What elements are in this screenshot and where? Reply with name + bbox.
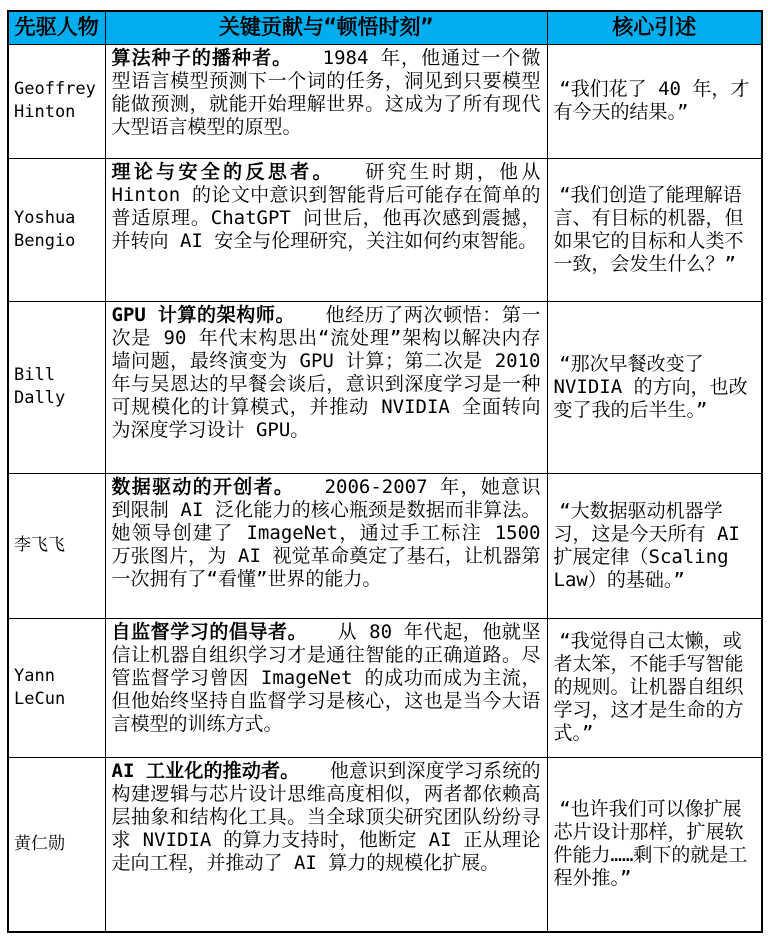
quote-cell [547, 158, 762, 301]
quote-text: “那次早餐改变了 NVIDIA 的方向，也改变了我的后半生。” [553, 352, 748, 421]
contribution-cell [105, 473, 547, 618]
contribution-title: 数据驱动的开创者。 [111, 475, 295, 498]
pioneer-name: Geoffrey Hinton [8, 44, 105, 158]
contribution-cell [105, 301, 547, 473]
header-row [8, 11, 762, 44]
contribution-body: 研究生时期，他从 Hinton 的论文中意识到智能背后可能存在简单的普适原理。ChatGPT 问世后，他再次感到震撼，并转向 AI 安全与伦理研究，关注如何约束智能。 [111, 160, 541, 252]
quote-cell [547, 301, 762, 473]
contribution-title: 算法种子的播种者。 [111, 46, 293, 69]
quote-cell [547, 618, 762, 757]
quote-cell [547, 757, 762, 932]
contribution-title: 自监督学习的倡导者。 [111, 620, 308, 643]
contribution-body: 他经历了两次顿悟：第一次是 90 年代末构思出“流处理”架构以解决内存墙问题，最终演变为 GPU 计算；第二次是 2010 年与吴恩达的早餐会谈后，意识到深度学习是一种可规模化的计算模式，并推动 NVIDIA 全面转向为深度学习设计 GPU。 [111, 303, 541, 441]
contribution-body: 从 80 年代起，他就坚信让机器自组织学习才是通往智能的正确道路。尽管监督学习曾因 ImageNet 的成功而成为主流，但他始终坚持自监督学习是核心，这也是当今大语言模型的训练方式。 [111, 620, 541, 735]
quote-text: “我们创造了能理解语言、有目标的机器，但如果它的目标和人类不一致，会发生什么？” [553, 183, 744, 275]
quote-cell [547, 473, 762, 618]
quote-text: “我觉得自己太懒，或者太笨，不能手写智能的规则。让机器自组织学习，这才是生命的方式。” [553, 630, 744, 744]
table-row-jensen-huang [8, 757, 762, 932]
contribution-title: GPU 计算的架构师。 [111, 303, 296, 326]
pioneer-name: Bill Dally [8, 301, 105, 473]
contribution-body: 他意识到深度学习系统的构建逻辑与芯片设计思维高度相似，两者都依赖高层抽象和结构化工具。当全球顶尖研究团队纷纷寻求 NVIDIA 的算力支持时，他断定 AI 正从理论走向工程，并推动了 AI 算力的规模化扩展。 [111, 759, 541, 874]
table-row-lecun [8, 618, 762, 757]
quote-text: “也许我们可以像扩展芯片设计那样，扩展软件能力……剩下的就是工程外推。” [553, 798, 748, 890]
table-row-bengio [8, 158, 762, 301]
pioneer-name: Yann LeCun [8, 618, 105, 757]
pioneers-table [7, 10, 763, 933]
contribution-title: 理论与安全的反思者。 [111, 160, 335, 183]
pioneer-name: 李飞飞 [8, 473, 105, 618]
header-quote: 核心引述 [547, 11, 762, 44]
table-row-hinton [8, 44, 762, 158]
pioneer-name: 黄仁勋 [8, 757, 105, 932]
quote-text: “大数据驱动机器学习，这是今天所有 AI 扩展定律（Scaling Law）的基础。” [553, 499, 740, 591]
contribution-body: 1984 年，他通过一个微型语言模型预测下一个词的任务，洞见到只要模型能做预测，就能开始理解世界。这成为了所有现代大型语言模型的原型。 [111, 46, 541, 138]
contribution-title: AI 工业化的推动者。 [111, 759, 300, 782]
table-row-dally [8, 301, 762, 473]
header-contribution: 关键贡献与“顿悟时刻” [105, 11, 547, 44]
header-pioneer: 先驱人物 [8, 11, 105, 44]
pioneer-name: Yoshua Bengio [8, 158, 105, 301]
contribution-body: 2006-2007 年，她意识到限制 AI 泛化能力的核心瓶颈是数据而非算法。她领导创建了 ImageNet，通过手工标注 1500 万张图片，为 AI 视觉革命奠定了基石，让机器第一次拥有了“看懂”世界的能力。 [111, 475, 541, 590]
contribution-cell [105, 757, 547, 932]
quote-text: “我们花了 40 年，才有今天的结果。” [553, 78, 750, 123]
contribution-cell [105, 618, 547, 757]
contribution-cell [105, 158, 547, 301]
quote-cell [547, 44, 762, 158]
contribution-cell [105, 44, 547, 158]
table-row-feifei-li [8, 473, 762, 618]
